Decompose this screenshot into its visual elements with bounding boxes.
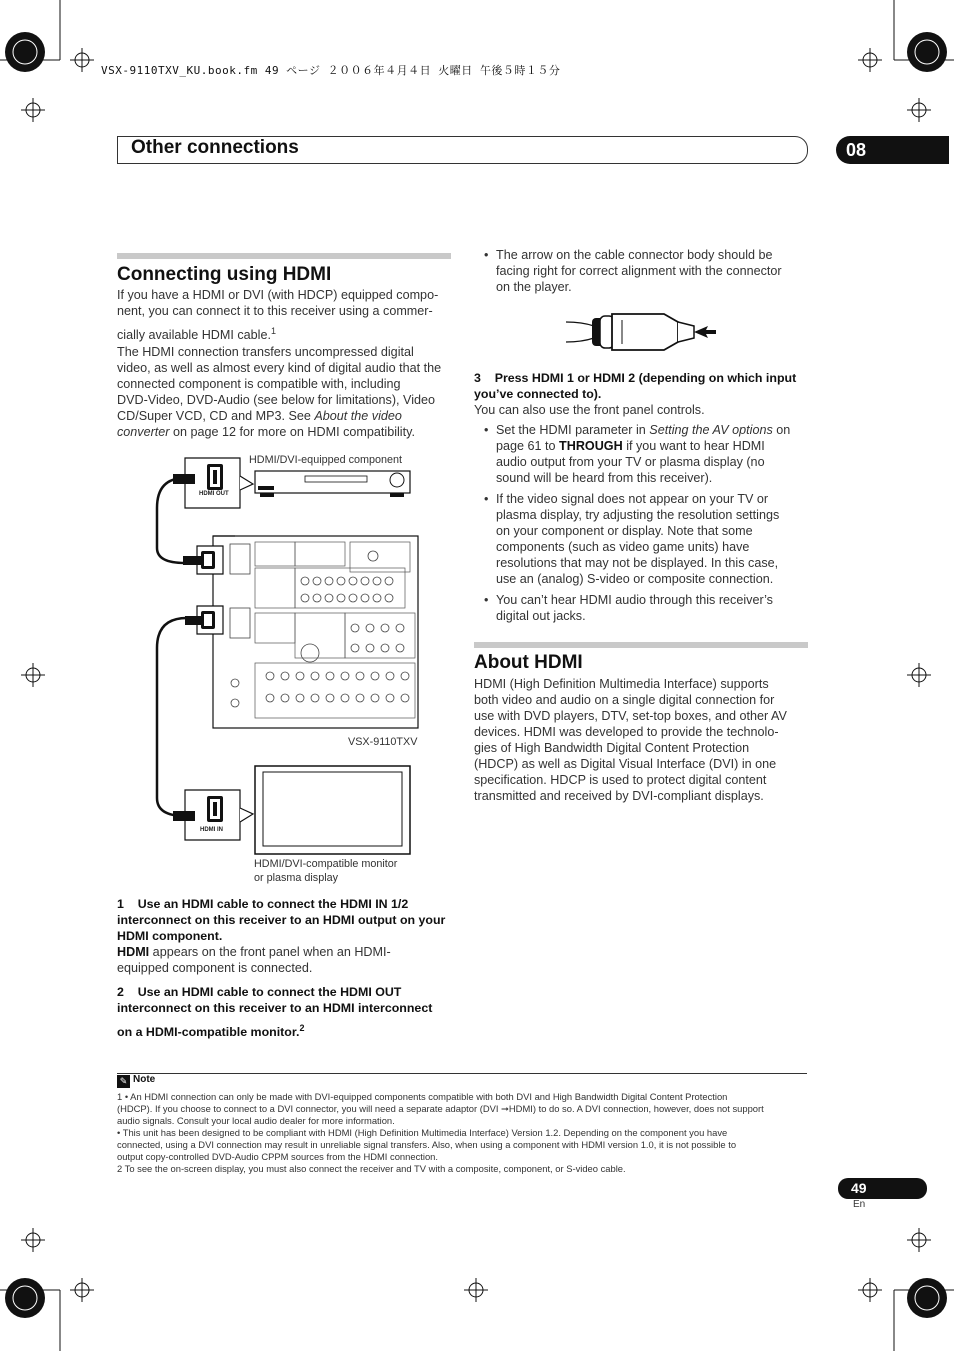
text-line: you’ve connected to). <box>474 387 602 401</box>
monitor-caption <box>254 857 397 885</box>
text-span: CD/Super VCD, CD and MP3. See <box>117 409 315 423</box>
text-span: on <box>772 423 791 437</box>
text-line: devices. HDMI was developed to provide the technolo- <box>474 725 779 739</box>
footnote-ref: 1 <box>271 326 277 336</box>
step-2 <box>117 984 462 1040</box>
bullet-list <box>474 422 819 624</box>
text-line: The HDMI connection transfers uncompressed digital <box>117 345 414 359</box>
text-span: Use an HDMI cable to connect the HDMI OUT <box>137 985 402 999</box>
text-line: HDMI component. <box>117 929 223 943</box>
chapter-badge: 08 <box>836 136 949 164</box>
caption-line: HDMI/DVI-compatible monitor <box>254 858 398 870</box>
page-section-title: Other connections <box>131 137 299 158</box>
step-number: 3 <box>474 371 481 385</box>
text-line: equipped component is connected. <box>117 961 313 975</box>
text-line: interconnect on this receiver to an HDMI output on your <box>117 913 446 927</box>
text-line: • If the video signal does not appear on your TV or <box>496 492 769 506</box>
section-rule <box>117 253 451 259</box>
step-1-heading <box>117 896 462 912</box>
link-text: About the video <box>314 409 402 423</box>
text-line: You can also use the front panel controls. <box>474 403 705 417</box>
text-line <box>117 944 462 960</box>
link-text: converter <box>117 425 170 439</box>
text-span: on a HDMI-compatible monitor. <box>117 1025 300 1040</box>
note-line: output copy-controlled DVD-Audio CPPM sources from the HDMI connection. <box>117 1151 438 1162</box>
bullet-item <box>474 422 819 486</box>
footnote-ref: 2 <box>299 1023 305 1033</box>
text-span: if you want to hear HDMI <box>622 439 765 453</box>
link-text: Setting the AV options <box>649 423 773 437</box>
caption-line: or plasma display <box>254 872 339 884</box>
section-heading: About HDMI <box>474 652 583 673</box>
text-line: components (such as video game units) have <box>496 540 750 554</box>
note-label: Note <box>133 1074 156 1085</box>
step-3-heading <box>474 370 819 386</box>
note-line: 2 To see the on-screen display, you must also connect the receiver and TV with a composite, component, or S-video cable. <box>117 1163 626 1174</box>
step-3 <box>474 370 819 418</box>
text-line: • The arrow on the cable connector body should be <box>496 248 773 262</box>
notes-rule <box>117 1073 807 1074</box>
file-meta-line: VSX-9110TXV_KU.book.fm 49 ページ ２００６年４月４日 火曜日 午後５時１５分 <box>101 64 561 77</box>
text-line: both video and audio on a single digital connection for <box>474 693 775 707</box>
text-line: on your component or display. Note that some <box>496 524 753 538</box>
text-line: • You can’t hear HDMI audio through this receiver’s <box>496 593 773 607</box>
receiver-caption: VSX-9110TXV <box>348 736 418 748</box>
text-line: interconnect on this receiver to an HDMI interconnect <box>117 1001 433 1015</box>
text-line: video, as well as almost every kind of digital audio that the <box>117 361 442 375</box>
component-caption: HDMI/DVI-equipped component <box>249 454 403 466</box>
text-span: Use an HDMI cable to connect the HDMI IN 1/2 <box>137 897 409 911</box>
note-line: connected, using a DVI connection may result in unreliable signal transfers. Also, when using a component with HDMI version 1.0, it is not possible to <box>117 1139 737 1150</box>
page-number: 49 <box>851 1180 867 1196</box>
text-line: audio output from your TV or plasma display (no <box>496 455 765 469</box>
about-paragraph <box>474 676 819 804</box>
text-line: resolutions that may not be displayed. In this case, <box>496 556 779 570</box>
language-code: En <box>853 1199 866 1210</box>
intro-paragraph <box>117 287 457 343</box>
text-line: digital out jacks. <box>496 609 586 623</box>
text-line: on the player. <box>496 280 572 294</box>
text-line: specification. HDCP is used to protect digital content <box>474 773 767 787</box>
step-number: 1 <box>117 897 124 911</box>
text-line <box>117 323 457 343</box>
note-line: audio signals. Consult your local audio dealer for more information. <box>117 1115 395 1126</box>
step-2-heading <box>117 984 462 1000</box>
text-line <box>117 408 457 424</box>
text-line: If you have a HDMI or DVI (with HDCP) equipped compo- <box>117 288 439 302</box>
text-span: page 61 to <box>496 439 560 453</box>
text-line: nent, you can connect it to this receiver using a commer- <box>117 304 433 318</box>
bullet-item <box>474 491 819 587</box>
text-line: use with DVD players, DTV, set-top boxes, and other AV <box>474 709 787 723</box>
text-span: appears on the front panel when an HDMI- <box>149 945 391 959</box>
hdmi-connector-illustration <box>566 306 726 360</box>
step-1 <box>117 896 462 976</box>
bullet-item <box>474 592 819 624</box>
text-span: cially available HDMI cable. <box>117 328 271 343</box>
text-line <box>496 438 819 454</box>
step-number: 2 <box>117 985 124 999</box>
hdmi-out-label: HDMI OUT <box>199 491 229 497</box>
connection-diagram <box>145 448 420 890</box>
text-line: (HDCP) as well as Digital Visual Interface (DVI) in one <box>474 757 777 771</box>
text-span: on page 12 for more on HDMI compatibility. <box>169 425 415 439</box>
note-line: • This unit has been designed to be compliant with HDMI (High Definition Multimedia Interface) Version 1.2. Depending on the component you have <box>117 1127 728 1138</box>
note-line: (HDCP). If you choose to connect to a DVI connector, you will need a separate adaptor (DVI ➞HDMI) to do so. A DVI connection, however, does not support <box>117 1103 764 1114</box>
text-line: sound will be heard from this receiver). <box>496 471 713 485</box>
text-line: DVD-Video, DVD-Audio (see below for limitations), Video <box>117 393 436 407</box>
text-line <box>496 422 819 438</box>
text-line: gies of High Bandwidth Digital Content Protection <box>474 741 750 755</box>
bullet-arrow <box>474 247 814 295</box>
note-line: 1 • An HDMI connection can only be made with DVI-equipped components compatible with both DVI and High Bandwidth Digital Content Protection <box>117 1091 728 1102</box>
text-line: HDMI (High Definition Multimedia Interface) supports <box>474 677 769 691</box>
bold-term: HDMI <box>117 945 150 959</box>
bullet-item <box>474 247 814 295</box>
text-line: plasma display, try adjusting the resolution settings <box>496 508 780 522</box>
section-heading: Connecting using HDMI <box>117 264 332 285</box>
hdmi-paragraph <box>117 344 457 440</box>
text-line: transmitted and received by DVI-compliant displays. <box>474 789 764 803</box>
section-rule <box>474 642 808 648</box>
text-line <box>117 1020 462 1040</box>
text-line: facing right for correct alignment with the connector <box>496 264 782 278</box>
text-line: use an (analog) S-video or composite connection. <box>496 572 774 586</box>
footnotes <box>117 1091 812 1175</box>
hdmi-in-label: HDMI IN <box>200 827 223 833</box>
bold-term: THROUGH <box>559 439 623 453</box>
text-line: connected component is compatible with, including <box>117 377 401 391</box>
text-span: Set the HDMI parameter in <box>496 423 650 437</box>
text-span: Press HDMI 1 or HDMI 2 (depending on which input <box>494 371 797 385</box>
text-line <box>117 424 457 440</box>
note-icon: ✎ <box>117 1075 130 1088</box>
